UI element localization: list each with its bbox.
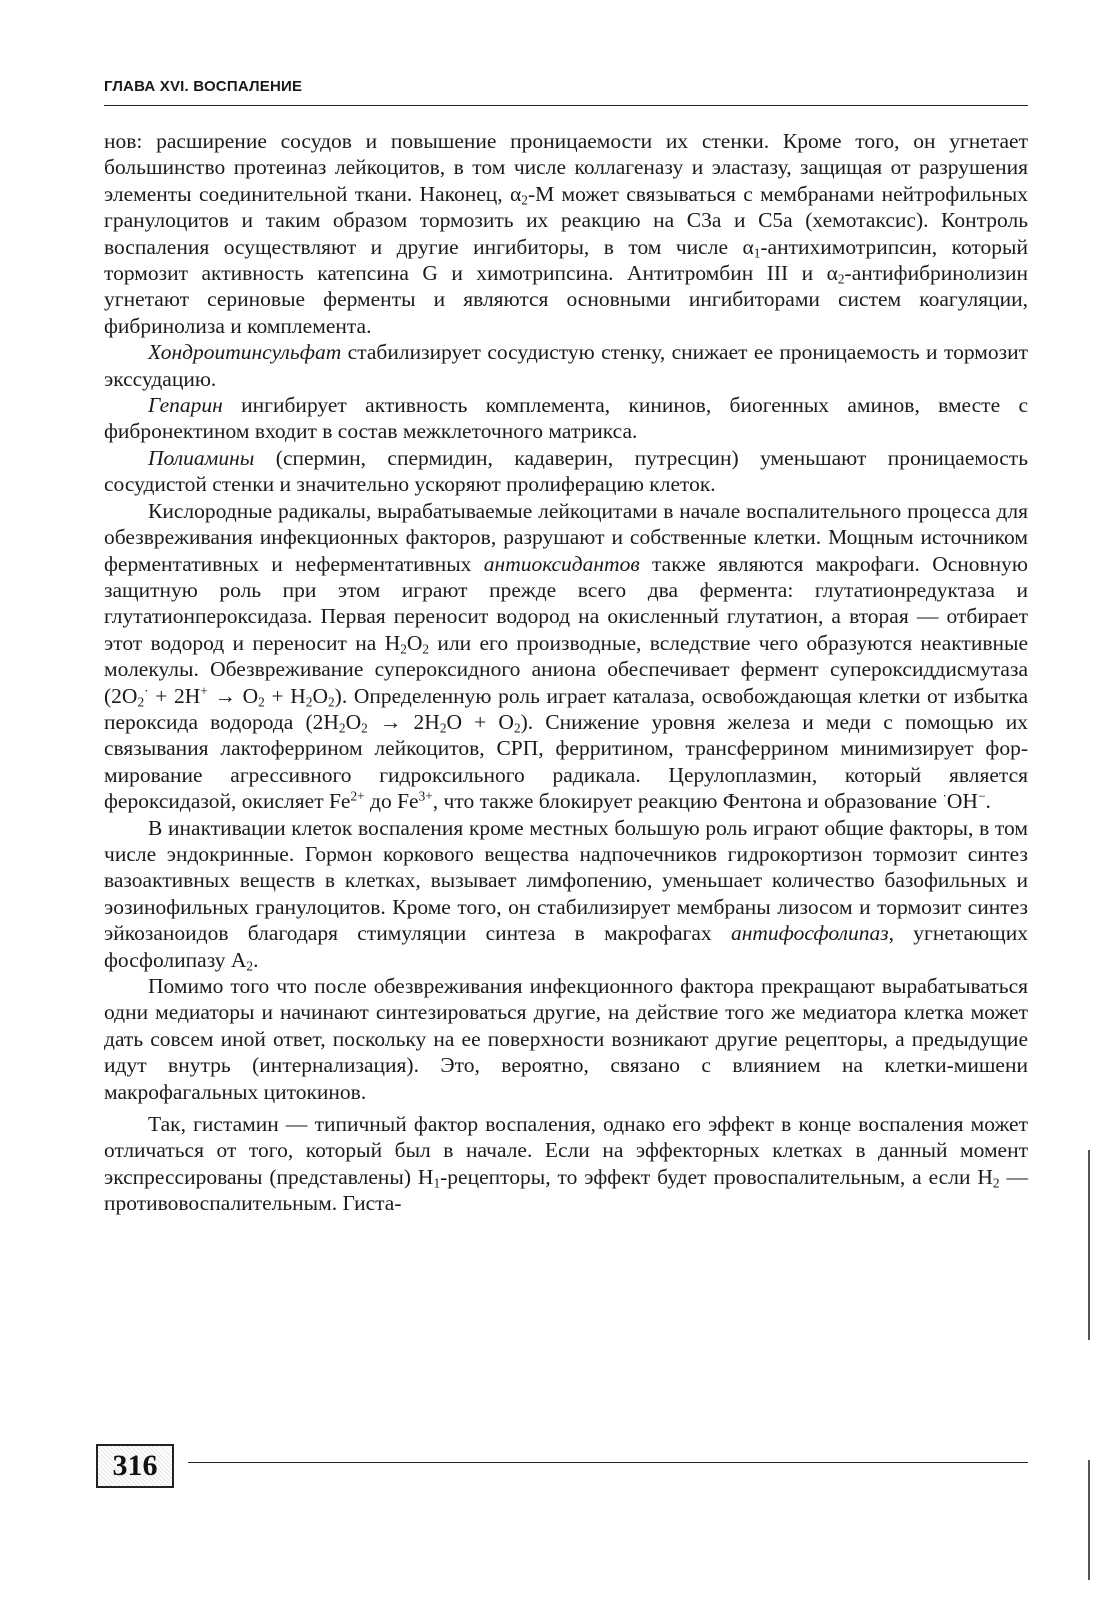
superscript: − [977, 788, 986, 804]
text-run: -М может связываться с мембранами нейтрофильных гранулоцитов и таким образом тормозить их реакцию на С3а и С5а (хемотаксис). Контроль воспаления осуществляют и другие ингибиторы, в том числе α [104, 181, 1029, 259]
subscript: 2 [258, 694, 265, 710]
footer-divider [188, 1462, 1028, 1463]
text-run: , угнетающих фосфолипазу А [104, 921, 1028, 972]
text-run: или его производные, вследствие чего образуются неактивные молекулы. Обезвреживание супероксидного аниона обеспечивает фермент супероксиддисмутаза (2О [104, 630, 1028, 708]
subscript: 2 [361, 720, 368, 736]
subscript: 2 [305, 694, 313, 710]
text-run: О [312, 683, 328, 708]
text-run: нов: расширение сосудов и повышение проницаемости их стенки. Кроме того, он угнетает большинство протеиназ лейкоцитов, в том числе коллагеназу и эластазу, защищая от разрушения элементы соединительной ткани. Наконец, α [104, 129, 1028, 206]
subscript: 2 [837, 271, 845, 287]
page-number-box [96, 1444, 174, 1488]
header-divider [104, 105, 1028, 106]
text-run: до Fe [364, 789, 419, 814]
superscript: 2+ [350, 788, 365, 804]
chapter-header: ГЛАВА XVI. ВОСПАЛЕНИЕ [104, 78, 303, 95]
text-run: + Н [264, 683, 306, 708]
italic-term: Хондроитинсульфат [148, 340, 342, 365]
text-run: . [253, 947, 259, 972]
text-run: → 2Н [367, 709, 440, 734]
subscript: 2 [513, 720, 521, 736]
text-run: Так, гистамин — типичный фактор воспаления, однако его эффект в конце воспаления может отличаться от того, который был в начале. Если на эффекторных клетках в данный момент экспрессированы (представлены) Н [104, 1112, 1028, 1189]
text-run: . [985, 789, 991, 814]
subscript: 2 [422, 641, 430, 657]
scan-edge-mark [1088, 1150, 1090, 1340]
paragraph [104, 445, 1028, 498]
subscript: 2 [521, 192, 528, 208]
paragraph [104, 815, 1028, 973]
paragraph [104, 128, 1028, 339]
text-run: ). Снижение уровня железа и меди с помощью их связывания лактоферрином лейкоцитов, СРП, ферритином, трансферрином минимизирует формирование агрессивного гидроксильного радикала. Церулоплазмин, который является фероксидазой, окисляет Fe [104, 709, 1028, 814]
text-run: + 2Н [148, 683, 201, 708]
scan-edge-mark-lower [1088, 1460, 1090, 1580]
subscript: 2 [246, 958, 254, 974]
text-run: -антихимотрипсин, который тормозит активность катепсина G и химотрипсина. Антитромбин III и α [104, 234, 1028, 286]
text-run: стабилизирует сосудистую стенку, снижает ее проницаемость и тормозит экссудацию. [104, 340, 1028, 391]
text-run: ОН [946, 789, 978, 814]
superscript: · [144, 683, 149, 699]
subscript: 2 [338, 720, 346, 736]
text-run: -антифибринолизин угнетают сериновые ферменты и являются основными ингибиторами систем коагуляции, фибринолиза и комплемента. [104, 261, 1028, 338]
subscript: 1 [753, 245, 761, 261]
text-run: , что также блокирует реакцию Фентона и образование [432, 789, 943, 814]
text-run: ингибирует активность комплемента, кининов, биогенных аминов, вместе с фибронектином входит в состав межклеточного матрикса. [104, 393, 1028, 444]
subscript: 2 [328, 694, 335, 710]
text-run: ). Определенную роль играет каталаза, освобождающая клетки от избытка пероксида водорода (2Н [104, 683, 1029, 734]
text-run: О + О [446, 709, 514, 734]
superscript: · [942, 788, 947, 804]
subscript: 2 [400, 641, 407, 657]
text-run: О [345, 709, 362, 734]
paragraph [104, 339, 1028, 392]
text-run: Помимо того что после обезвреживания инфекционного фактора прекращают вырабатываться одни медиаторы и начинают синтезироваться другие, на действие того же медиатора клетка может дать совсем иной ответ, поскольку на ее поверхности возникают другие рецепторы, а предыдущие идут внутрь (интернализация). Это, вероятно, связано с влиянием на клетки-мишени макрофагальных цитокинов. [104, 974, 1028, 1104]
paragraph [104, 973, 1028, 1105]
italic-term: Гепарин [148, 393, 223, 418]
superscript: 3+ [418, 788, 433, 804]
paragraph [104, 1111, 1028, 1217]
superscript: + [200, 683, 208, 699]
text-run: О [406, 630, 423, 655]
text-run: → О [207, 683, 259, 708]
text-run: (спермин, спермидин, кадаверин, путресцин) уменьшают проницаемость сосудистой стенки и значительно ускоряют пролиферацию клеток. [104, 445, 1028, 497]
text-run: Кислородные радикалы, вырабатываемые лейкоцитами в начале воспалительного процесса для обезвреживания инфекционных факторов, разрушают и собственные клетки. Мощным источником ферментативных и неферментативных [104, 498, 1028, 576]
paragraph [104, 392, 1028, 445]
text-run: также являются макрофаги. Основную защитную роль при этом играют прежде всего два фермента: глутатионредуктаза и глутатионпероксидаза. Первая переносит водород на окисленный глутатион, а вторая — отбирает этот водород и переносит на Н [104, 551, 1028, 655]
subscript: 2 [992, 1175, 1000, 1191]
subscript: 1 [433, 1175, 441, 1191]
italic-term: Полиамины [148, 445, 255, 470]
paragraph [104, 498, 1028, 815]
page-body-text [104, 128, 1028, 1217]
page-number: 316 [112, 1449, 158, 1482]
italic-term: антифосфолипаз [730, 921, 889, 946]
italic-term: антиоксидантов [483, 551, 640, 576]
text-run: В инактивации клеток воспаления кроме местных большую роль играют общие факторы, в том числе эндокринные. Гормон коркового вещества надпочечников гидрокортизон тормозит синтез вазоактивных веществ в клетках, вызывает лимфопению, уменьшает количество базофильных и эозинофильных гранулоцитов. Кроме того, он стабилизирует мембраны лизосом и тормозит синтез эйкозаноидов благодаря стимуляции синтеза в макрофагах [104, 815, 1028, 946]
text-run: -рецепторы, то эффект будет провоспалительным, а если Н [440, 1164, 993, 1189]
subscript: 2 [439, 720, 447, 736]
text-run: — противовоспалительным. Гиста- [104, 1164, 1029, 1216]
subscript: 2 [137, 694, 145, 710]
